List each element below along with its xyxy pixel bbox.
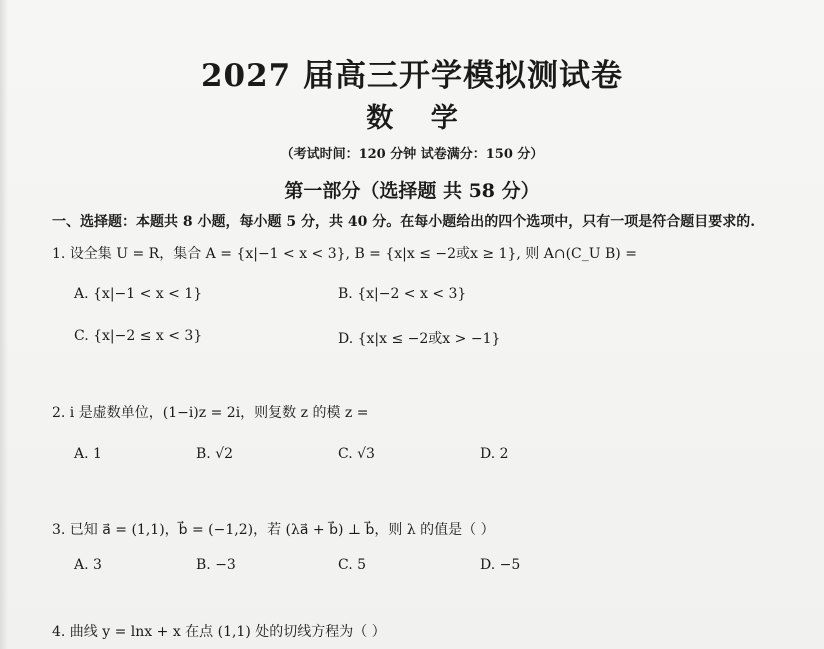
question-1-option-d: D. {x|x ≤ −2或x > −1}: [338, 331, 501, 347]
exam-info: （考试时间：120 分钟 试卷满分：150 分）: [280, 147, 544, 162]
question-2-option-b: B. √2: [196, 446, 234, 462]
question-2-stem: 2. i 是虚数单位，(1−i)z = 2i，则复数 z 的模 z =: [52, 405, 369, 421]
question-3-option-d: D. −5: [480, 557, 521, 573]
part-title: 第一部分（选择题 共 58 分）: [284, 180, 540, 202]
question-1-stem: 1. 设全集 U = R，集合 A = {x|−1 < x < 3}, B = {x|x ≤ −2或x ≥ 1}, 则 A∩(C_U B) =: [52, 246, 637, 262]
question-3-stem: 3. 已知 a⃗ = (1,1)，b⃗ = (−1,2)，若 (λa⃗ + b⃗) ⊥ b⃗，则 λ 的值是（ ）: [52, 522, 495, 538]
exam-subject: 数 学: [366, 103, 472, 134]
question-1-option-c: C. {x|−2 ≤ x < 3}: [74, 328, 203, 344]
exam-title: 2027 届高三开学模拟测试卷: [200, 58, 624, 94]
section-instructions: 一、选择题：本题共 8 小题，每小题 5 分，共 40 分。在每小题给出的四个选项中，只有一项是符合题目要求的.: [52, 214, 756, 230]
question-3-option-c: C. 5: [338, 557, 367, 573]
question-1-option-a: A. {x|−1 < x < 1}: [74, 286, 203, 302]
question-4-stem: 4. 曲线 y = lnx + x 在点 (1,1) 处的切线方程为（ ）: [52, 624, 386, 640]
question-2-option-d: D. 2: [480, 446, 509, 462]
question-2-option-a: A. 1: [74, 446, 102, 462]
question-3-option-a: A. 3: [74, 557, 102, 573]
question-2-option-c: C. √3: [338, 446, 375, 462]
question-1-option-b: B. {x|−2 < x < 3}: [338, 286, 467, 302]
question-3-option-b: B. −3: [196, 557, 236, 573]
